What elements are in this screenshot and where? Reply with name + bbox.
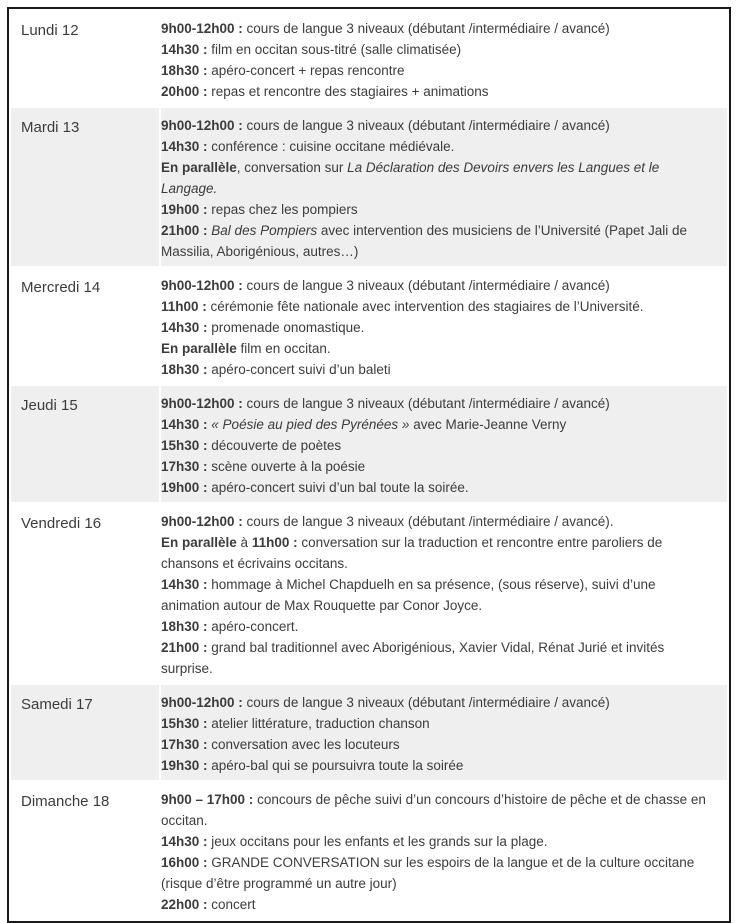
event-text-segment: 14h30 : <box>161 834 208 849</box>
event-text-segment: repas chez les pompiers <box>207 202 358 217</box>
event-line <box>161 852 715 894</box>
event-line <box>161 393 715 414</box>
event-line <box>161 692 715 713</box>
day-label: Mardi 13 <box>11 108 159 266</box>
event-text-segment: apéro-concert suivi d’un bal toute la soirée. <box>207 480 469 495</box>
event-text-segment: 9h00-12h00 : <box>161 695 243 710</box>
event-text-segment: En parallèle <box>161 160 237 175</box>
event-text-segment: cours de langue 3 niveaux (débutant /intermédiaire / avancé) <box>242 21 610 36</box>
event-text-segment: à <box>236 535 252 550</box>
event-line <box>161 477 715 498</box>
event-text-segment: cours de langue 3 niveaux (débutant /intermédiaire / avancé) <box>242 278 610 293</box>
event-text-segment: , conversation sur <box>236 160 348 175</box>
event-text-segment: 15h30 : <box>161 716 208 731</box>
event-line <box>161 755 715 776</box>
event-text-segment: film en occitan sous-titré (salle climatisée) <box>207 42 462 57</box>
day-events <box>161 11 727 106</box>
schedule-row-jeudi-15 <box>11 386 727 502</box>
event-line <box>161 157 715 199</box>
event-text-segment: avec intervention des musiciens de l’Université (Papet Jali de Massilia, Aborigénious, autres…) <box>161 223 688 259</box>
event-text-segment: 17h30 : <box>161 459 208 474</box>
day-events <box>161 504 727 683</box>
event-text-segment: apéro-concert + repas rencontre <box>207 63 405 78</box>
event-text-segment: repas et rencontre des stagiaires + animations <box>207 84 489 99</box>
schedule-row-mardi-13 <box>11 108 727 266</box>
schedule-row-lundi-12 <box>11 11 727 106</box>
event-text-segment: 14h30 : <box>161 577 208 592</box>
event-text-segment: 11h00 : <box>161 299 207 314</box>
event-text-segment: jeux occitans pour les enfants et les grands sur la plage. <box>207 834 548 849</box>
event-text-segment: 18h30 : <box>161 63 208 78</box>
day-label: Vendredi 16 <box>21 515 102 532</box>
day-label: Samedi 17 <box>11 685 159 780</box>
day-events <box>161 386 727 502</box>
day-label: Dimanche 18 <box>21 793 110 810</box>
event-text-segment: 9h00-12h00 : <box>161 396 243 411</box>
event-text-segment: En parallèle <box>161 535 237 550</box>
event-text-segment: 17h30 : <box>161 737 208 752</box>
event-line <box>161 637 715 679</box>
event-text-segment: « Poésie au pied des Pyrénées » <box>211 417 410 432</box>
day-events <box>161 782 727 919</box>
event-text-segment: 14h30 : <box>161 42 208 57</box>
event-text-segment: 14h30 : <box>161 320 208 335</box>
event-line <box>161 616 715 637</box>
event-text-segment: 16h00 : <box>161 855 208 870</box>
event-line <box>161 199 715 220</box>
event-text-segment: cours de langue 3 niveaux (débutant /intermédiaire / avancé). <box>242 514 614 529</box>
event-line <box>161 713 715 734</box>
event-text-segment: 14h30 : <box>161 417 208 432</box>
schedule-body <box>11 11 727 919</box>
event-text-segment: conversation avec les locuteurs <box>207 737 400 752</box>
schedule-row-samedi-17 <box>11 685 727 780</box>
event-text-segment: 9h00-12h00 : <box>161 118 243 133</box>
event-line <box>161 296 715 317</box>
event-text-segment: cours de langue 3 niveaux (débutant /intermédiaire / avancé) <box>242 118 610 133</box>
event-text-segment: 9h00-12h00 : <box>161 278 243 293</box>
event-text-segment: 21h00 : <box>161 223 208 238</box>
event-line <box>161 734 715 755</box>
event-line <box>161 359 715 380</box>
event-text-segment: 9h00-12h00 : <box>161 21 243 36</box>
event-text-segment: atelier littérature, traduction chanson <box>207 716 430 731</box>
event-line <box>161 414 715 435</box>
event-text-segment: scène ouverte à la poésie <box>207 459 366 474</box>
event-line <box>161 831 715 852</box>
event-text-segment: 20h00 : <box>161 84 208 99</box>
event-line <box>161 574 715 616</box>
schedule-table <box>7 7 731 923</box>
event-text-segment: promenade onomastique. <box>207 320 365 335</box>
event-text-segment: 18h30 : <box>161 619 208 634</box>
day-label: Lundi 12 <box>21 22 79 39</box>
event-text-segment: hommage à Michel Chapduelh en sa présence, (sous réserve), suivi d’une animation autour de Max Rouquette par Conor Joyce. <box>161 577 656 613</box>
event-text-segment: En parallèle <box>161 341 237 356</box>
event-text-segment: concours de pêche suivi d’un concours d’histoire de pêche et de chasse en occitan. <box>161 792 706 828</box>
event-line <box>161 275 715 296</box>
event-text-segment: 11h00 : <box>251 535 298 550</box>
schedule-row-mercredi-14 <box>11 268 727 384</box>
event-text-segment: cours de langue 3 niveaux (débutant /intermédiaire / avancé) <box>242 695 610 710</box>
event-text-segment: Bal des Pompiers <box>211 223 318 238</box>
event-line <box>161 456 715 477</box>
day-events <box>161 685 727 780</box>
event-text-segment: conversation sur la traduction et rencontre entre paroliers de chansons et écrivains occitans. <box>161 535 663 571</box>
event-text-segment: apéro-concert. <box>207 619 299 634</box>
day-events <box>161 108 727 266</box>
event-text-segment: 9h00-12h00 : <box>161 514 243 529</box>
event-text-segment: 19h00 : <box>161 202 208 217</box>
event-line <box>161 18 715 39</box>
event-text-segment: cours de langue 3 niveaux (débutant /intermédiaire / avancé) <box>242 396 610 411</box>
event-text-segment: GRANDE CONVERSATION sur les espoirs de la langue et de la culture occitane (risque d’être programmé un autre jour) <box>161 855 695 891</box>
event-text-segment: cérémonie fête nationale avec intervention des stagiaires de l’Université. <box>206 299 644 314</box>
event-line <box>161 81 715 102</box>
event-line <box>161 532 715 574</box>
event-text-segment: apéro-concert suivi d’un baleti <box>207 362 391 377</box>
event-line <box>161 435 715 456</box>
event-line <box>161 789 715 831</box>
event-text-segment: 19h00 : <box>161 480 208 495</box>
day-label: Mercredi 14 <box>21 279 101 296</box>
event-text-segment: La Déclaration des Devoirs envers les Langues et le Langage. <box>161 160 660 196</box>
event-line <box>161 338 715 359</box>
event-line <box>161 39 715 60</box>
event-line <box>161 894 715 915</box>
event-line <box>161 136 715 157</box>
event-text-segment: 14h30 : <box>161 139 208 154</box>
schedule-row-dimanche-18 <box>11 782 727 919</box>
event-text-segment: 18h30 : <box>161 362 208 377</box>
event-text-segment: apéro-bal qui se poursuivra toute la soirée <box>207 758 464 773</box>
event-line <box>161 60 715 81</box>
event-text-segment: avec Marie-Jeanne Verny <box>409 417 567 432</box>
event-line <box>161 115 715 136</box>
event-text-segment: 19h30 : <box>161 758 208 773</box>
event-text-segment: 22h00 : <box>161 897 208 912</box>
day-label: Jeudi 15 <box>11 386 159 502</box>
event-line <box>161 317 715 338</box>
schedule-row-vendredi-16 <box>11 504 727 683</box>
event-text-segment: découverte de poètes <box>207 438 342 453</box>
event-text-segment: grand bal traditionnel avec Aborigénious, Xavier Vidal, Rénat Jurié et invités surprise. <box>161 640 665 676</box>
day-events <box>161 268 727 384</box>
event-line <box>161 511 715 532</box>
event-text-segment: 15h30 : <box>161 438 208 453</box>
event-text-segment: 9h00 – 17h00 : <box>161 792 254 807</box>
event-text-segment: film en occitan. <box>236 341 331 356</box>
event-text-segment: concert <box>207 897 256 912</box>
event-text-segment: conférence : cuisine occitane médiévale. <box>207 139 455 154</box>
event-text-segment: 21h00 : <box>161 640 208 655</box>
event-line <box>161 220 715 262</box>
